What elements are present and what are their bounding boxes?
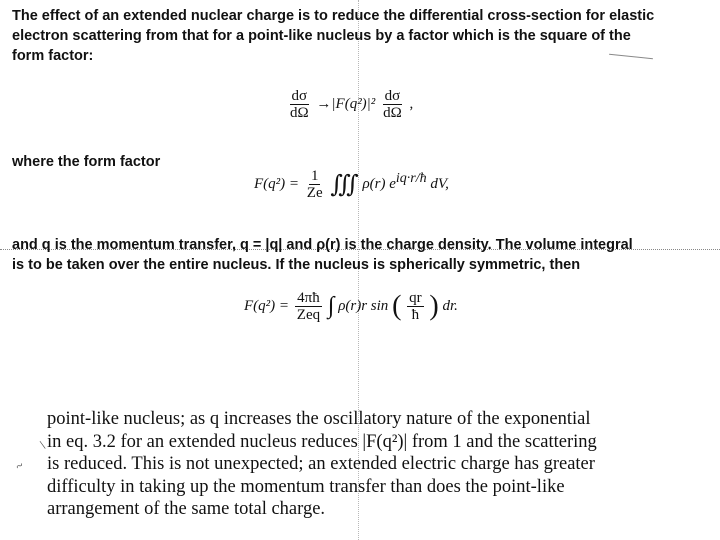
denominator: dΩ — [290, 105, 309, 121]
equation-lhs: F(q²) = — [254, 175, 300, 192]
intro-line: The effect of an extended nuclear charge is to reduce the differential cross-section for elastic — [12, 8, 655, 24]
rhs-fraction — [381, 88, 404, 121]
argument-fraction — [407, 290, 424, 323]
exponent: iq·r/ħ — [395, 170, 427, 186]
equation-lhs: F(q²) = — [244, 297, 290, 314]
intro-paragraph — [12, 6, 712, 66]
cross-section-equation — [286, 88, 413, 121]
form-factor-squared: →|F(q²)|² — [316, 95, 376, 112]
margin-mark: / — [35, 438, 50, 451]
numerator: qr — [409, 290, 422, 306]
where-text: where the form factor — [12, 154, 161, 170]
numerator: 1 — [310, 168, 319, 184]
intro-line: electron scattering from that for a point-like nucleus by a factor which is the square of the — [12, 28, 631, 44]
integrand: ρ(r)r sin — [338, 297, 389, 314]
momentum-line: is to be taken over the entire nucleus. If the nucleus is spherically symmetric, then — [12, 257, 581, 273]
lhs-fraction — [288, 88, 311, 121]
book-line: is reduced. This is not unexpected; an extended electric charge has greater — [47, 454, 595, 475]
coefficient-fraction — [295, 290, 322, 323]
numerator: dσ — [291, 88, 308, 104]
book-line: in eq. 3.2 for an extended nucleus reduces |F(q²)| from 1 and the scattering — [47, 431, 597, 452]
left-paren: ( — [392, 290, 402, 322]
spherical-form-factor-equation — [244, 290, 458, 323]
margin-mark: ~ — [12, 457, 27, 474]
radial-element: dr. — [442, 297, 458, 314]
equation-punctuation: , — [409, 95, 414, 112]
book-line: point-like nucleus; as q increases the oscillatory nature of the exponential — [47, 409, 591, 429]
numerator: dσ — [384, 88, 401, 104]
momentum-line: and q is the momentum transfer, q = |q| and ρ(r) is the charge density. The volume integral — [12, 237, 633, 253]
denominator: ħ — [411, 307, 420, 323]
numerator: 4πħ — [297, 290, 320, 306]
book-excerpt — [47, 408, 717, 521]
form-factor-equation — [254, 168, 449, 201]
triple-integral-sign: ∭ — [330, 172, 359, 198]
book-line: arrangement of the same total charge. — [47, 499, 326, 520]
intro-line: form factor: — [12, 48, 94, 64]
right-paren: ) — [429, 290, 439, 322]
book-line: difficulty in taking up the momentum transfer than does the point-like — [47, 476, 565, 497]
denominator: dΩ — [383, 105, 402, 121]
denominator: Zeq — [296, 307, 321, 323]
denominator: Ze — [306, 185, 323, 201]
integral-sign: ∫ — [327, 293, 335, 319]
volume-element: dV, — [430, 175, 449, 192]
coefficient-fraction — [305, 168, 325, 201]
integrand: ρ(r) e — [362, 175, 396, 192]
